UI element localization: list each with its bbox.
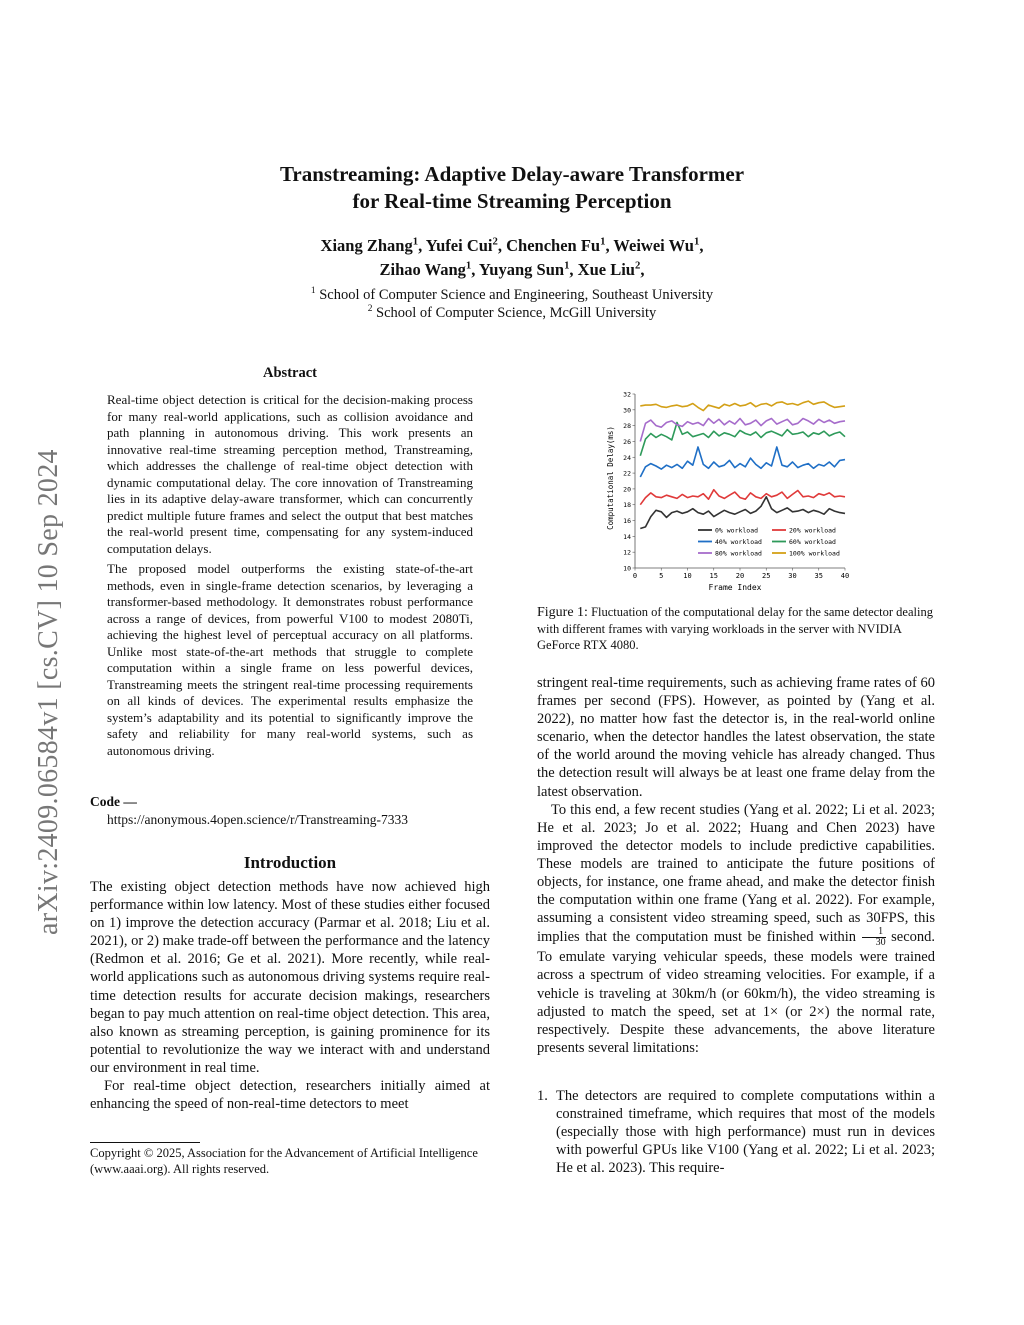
introduction-body [90,878,490,1113]
delay-line-chart [600,388,850,593]
y-tick-label: 28 [623,422,631,431]
x-axis-label: Frame Index [708,583,762,592]
list-number: 1. [537,1088,548,1104]
author-sup: 1 [600,235,606,248]
author-sup: 1 [412,235,419,248]
y-tick-label: 26 [623,437,631,446]
copyright-footnote: Copyright © 2025, Association for the Advancement of Artificial Intelligence (www.aaai.org). All rights reserved. [90,1146,478,1176]
legend-label: 0% workload [715,526,759,535]
y-tick-label: 10 [623,564,631,573]
figure-1-chart [600,388,850,593]
arxiv-stamp-text: arXiv:2409.06584v1 [cs.CV] 10 Sep 2024 [33,449,64,935]
footnote-rule [90,1142,200,1143]
author-name: Xiang Zhang [320,236,413,255]
author-sup: 2 [492,235,498,248]
chart-legend [698,527,840,558]
series-line-60-workload [640,423,845,456]
x-tick-label: 40 [840,572,850,580]
x-tick-label: 0 [632,572,638,580]
right-paragraph-2b: second. To emulate varying vehicular speeds, these models were trained across a spectrum of video streaming velocities. For example, if a vehicle is traveling at 30km/h (or 60km/h), the video streaming is adjusted to match the speed, set at 1× (or 2×) the normal rate, respectively. Despite these advancements, the above literature presents several limitations: [537,929,936,1056]
affiliation-text: School of Computer Science, McGill University [376,305,657,321]
author-sup: 1 [693,235,700,248]
series-line-40-workload [640,447,845,477]
affiliation-sup: 2 [367,304,373,315]
title-line-1: Transtreaming: Adaptive Delay-aware Transformer [279,162,745,186]
figure-caption-text: Fluctuation of the computational delay for the same detector dealing with different frames with varying workloads in the server with NVIDIA GeForce RTX 4080. [537,605,933,652]
fraction-one-thirtieth [862,927,886,948]
y-tick-label: 14 [623,532,631,541]
figure-1-caption [537,604,935,653]
y-tick-label: 16 [623,517,631,526]
paper-title [0,161,1024,215]
abstract-body [107,392,473,763]
x-tick-label: 10 [683,572,692,580]
right-paragraph-1: stringent real-time requirements, such as achieving frame rates of 60 frames per second (FPS). However, as pointed by (Yang et al. 2022), no matter how fast the detector is, in the real-world online scenario, when the detector handles the latest observation, the state of the world around the moving vehicle has already changed. Thus the detection result will always be at least one frame delay from the latest observation. [537,675,935,800]
affiliation-text: School of Computer Science and Engineering, Southeast University [319,287,714,303]
author-name: Yufei Cui [425,236,493,255]
legend-label: 100% workload [789,549,840,558]
series-line-20-workload [640,490,845,505]
right-paragraph-2 [537,801,935,1057]
y-axis-label: Computational Delay(ms) [606,426,615,530]
x-tick-label: 25 [762,572,771,580]
y-tick-label: 12 [623,548,631,557]
fraction-numerator: 1 [862,927,886,938]
figure-label: Figure 1: [537,605,588,620]
author-name: Chenchen Fu [506,236,601,255]
legend-label: 80% workload [715,549,762,558]
author-sup: 1 [564,259,570,272]
author-list [0,234,1024,282]
x-tick-label: 30 [788,572,797,580]
affiliation-sup: 1 [310,286,316,297]
y-tick-label: 22 [623,469,631,478]
right-paragraph-2a: To this end, a few recent studies (Yang et al. 2022; Li et al. 2023; He et al. 2023; Jo et al. 2022; Huang and Chen 2023) have improved the detector models to include predictive capabilities. These models are trained to anticipate the future positions of objects, for instance, one frame ahead, and make the detector finish the computation within one frame (Yang et al. 2022). For example, assuming a consistent video streaming speed, such as 30FPS, this implies that the computation must be finished within [537,801,935,946]
affiliations [0,286,1024,322]
y-tick-label: 20 [623,485,631,494]
intro-paragraph-1: The existing object detection methods have now achieved high performance within low latency. Most of these studies either focused on 1) improve the detection accuracy (Parmar et al. 2018; Liu et al. 2021), or 2) make trade-off between the performance and the latency (Redmon et al. 2016; Ge et al. 2021). More recently, while real-world applications such as autonomous driving systems require real-time detection results for accurate decision makings, researchers began to pay much attention on real-time object detection. This area, also known as streaming perception, is gaining prominence for its potential to revolutionize the way we interact with and understand our environment in real time. [90,879,490,1076]
code-heading: Code — [90,794,137,809]
introduction-heading: Introduction [243,853,337,872]
x-tick-label: 35 [814,572,823,580]
affiliation-2 [0,304,1024,322]
legend-label: 20% workload [789,526,836,535]
code-link[interactable]: https://anonymous.4open.science/r/Transtreaming-7333 [107,812,408,827]
author-line-1: Xiang Zhang$^1$, Yufei Cui$^2$, Chenchen Fu$^1$, Weiwei Wu$^1$, [320,235,704,255]
y-tick-label: 32 [623,390,631,399]
author-sup: 1 [465,259,472,272]
limitations-list [537,1087,935,1177]
y-tick-label: 24 [623,453,631,462]
list-item-1: The detectors are required to complete computations within a constrained timeframe, which requires that most of the models (especially those with high performance) must run in devices with powerful GPUs like V100 (Yang et al. 2022; Li et al. 2023; He et al. 2023). This require- [556,1088,935,1177]
title-line-2: for Real-time Streaming Perception [352,189,672,213]
legend-label: 40% workload [715,538,762,546]
x-tick-label: 5 [659,572,664,580]
abstract-paragraph-2: The proposed model outperforms the existing state-of-the-art methods, even in single-frame detection scenarios, by leveraging a transformer-based methodology. It demonstrates robust performance across a range of devices, from powerful V100 to modest 2080Ti, achieving the highest level of perceptual accuracy on all platforms. Unlike most state-of-the-art methods that struggle to complete computation within a single frame on less powerful devices, Transtreaming meets the stringent real-time processing requirements on all kinds of devices. The experimental results emphasize the system’s adaptability and its potential to significantly improve the safety and reliability for many real-world systems, such as autonomous driving. [107,561,473,758]
x-tick-label: 20 [735,572,745,580]
right-column-body [537,674,935,1057]
series-line-80-workload [640,419,845,442]
author-sup: 2 [634,259,641,272]
series-line-0-workload [640,497,845,529]
fraction-denominator: 30 [875,937,886,949]
chart-series-group [640,401,845,528]
abstract-paragraph-1: Real-time object detection is critical for the decision-making process for many real-world applications, such as collision avoidance and path planning in autonomous driving. This work presents an innovative real-time streaming perception method, Transtreaming, which addresses the challenge of real-time object detection with dynamic computational delay. The core innovation of Transtreaming lies in its adaptive delay-aware transformer, which can concurrently predict multiple future frames and select the output that best matches the real-world present time, compensating for any system-induced computation delays. [107,392,473,556]
author-name: Zihao Wang [379,260,466,279]
author-name: Weiwei Wu [613,236,694,255]
abstract-heading: Abstract [263,365,317,381]
legend-label: 60% workload [789,538,836,546]
series-line-100-workload [640,401,845,411]
affiliation-1 [0,286,1024,304]
y-tick-label: 30 [623,406,631,415]
x-tick-label: 15 [709,572,718,580]
intro-paragraph-2: For real-time object detection, researchers initially aimed at enhancing the speed of non-real-time detectors to meet [90,1078,490,1113]
y-tick-label: 18 [623,501,631,510]
author-name: Yuyang Sun [478,260,565,279]
author-line-2: Zihao Wang$^1$, Yuyang Sun$^1$, Xue Liu$^2$, [379,259,645,279]
author-name: Xue Liu [577,260,635,279]
